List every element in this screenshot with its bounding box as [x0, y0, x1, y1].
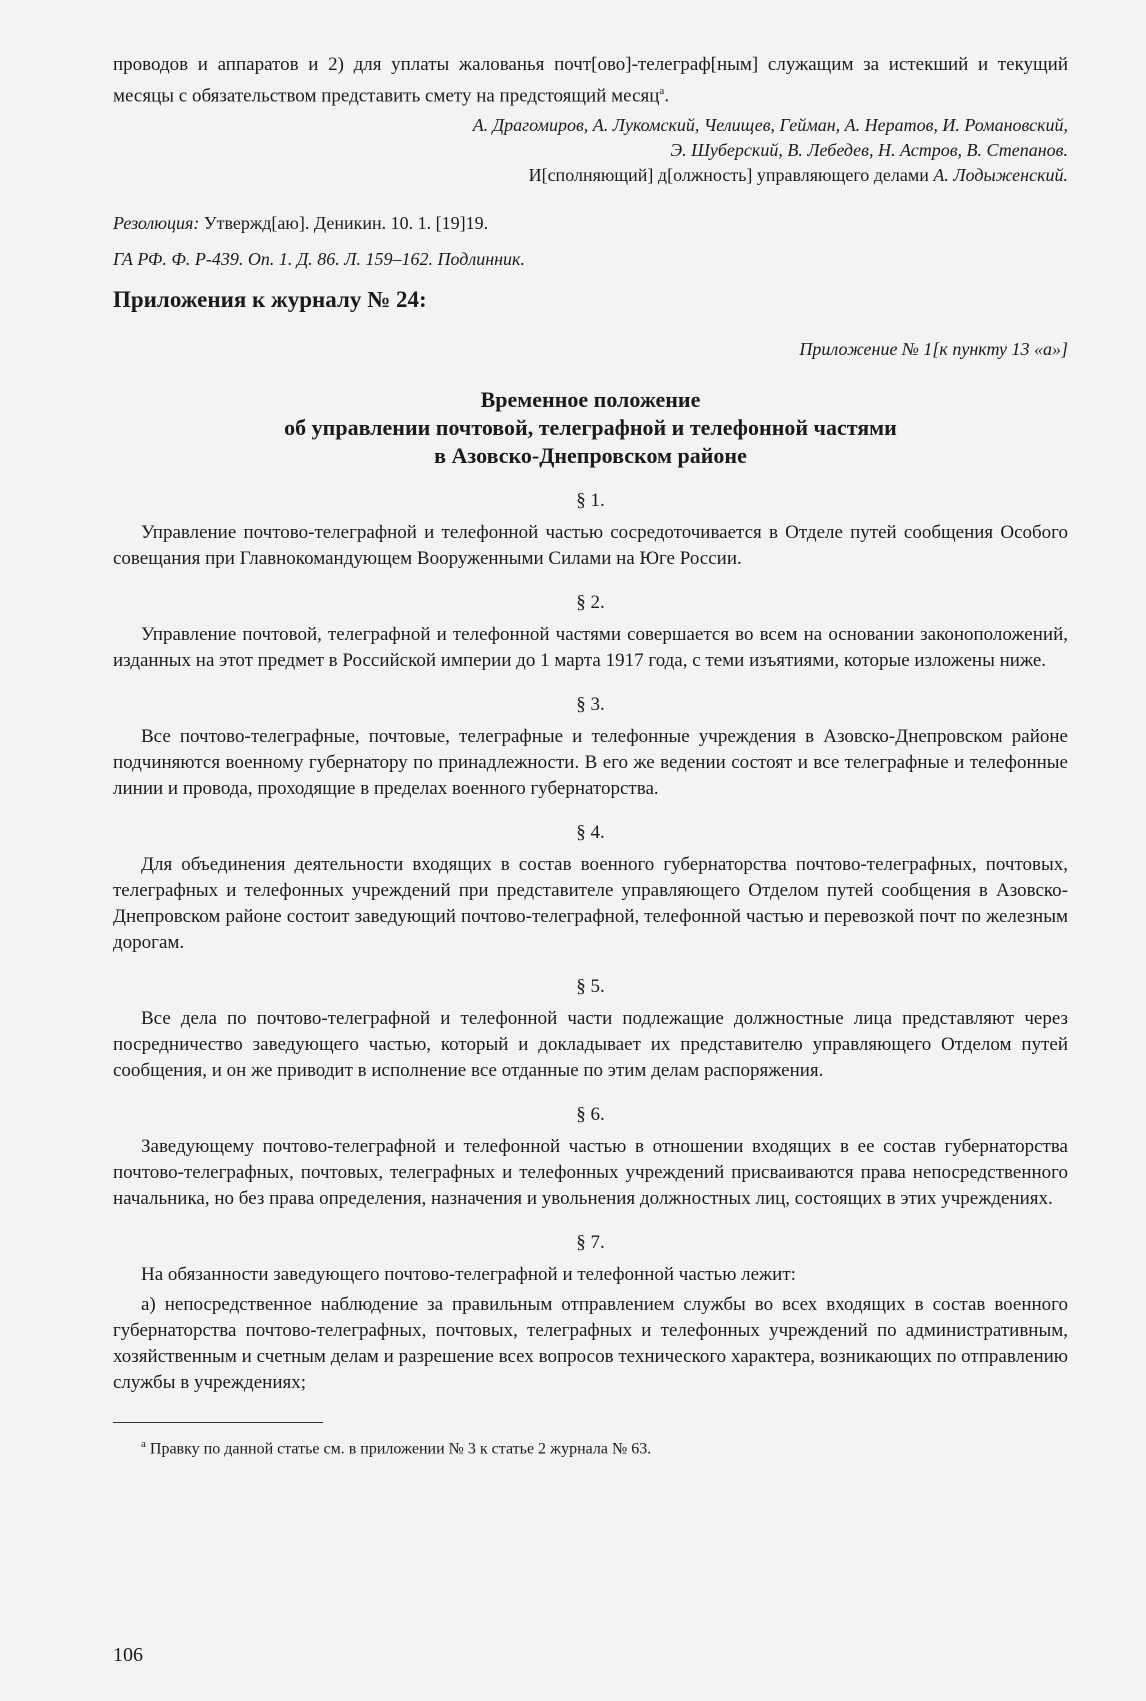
section-text: Заведующему почтово-телеграфной и телефонной частью в отношении входящих в ее состав губернаторства почтово-телеграфных, почтовых, телеграфных и телефонных учреждений присваиваются права непосредственного начальника, но без права определения, назначения и увольнения должностных лиц, состоящих в этих учреждениях.	[113, 1136, 1068, 1210]
archive-reference: ГА РФ. Ф. Р-439. Оп. 1. Д. 86. Л. 159–162. Подлинник.	[113, 249, 525, 270]
section-number: § 5.	[576, 976, 605, 998]
page-content	[113, 52, 1068, 1461]
section-text: На обязанности заведующего почтово-телеграфной и телефонной частью лежит:	[141, 1264, 796, 1286]
section-number: § 1.	[576, 490, 605, 512]
page-number: 106	[113, 1644, 143, 1666]
journal-tail-paragraph: проводов и аппаратов и 2) для уплаты жалованья почт[ово]-телеграф[ным] служащим за истекший и текущий месяцы с обязательством представить смету на предстоящий месяц$^а$.	[113, 54, 1068, 107]
section-number: § 6.	[576, 1104, 605, 1126]
section-number: § 4.	[576, 822, 605, 844]
footnote: $^а$ Правку по данной статье см. в приложении № 3 к статье 2 журнала № 63.	[141, 1438, 652, 1458]
section-number: § 7.	[576, 1232, 605, 1254]
footnote-ref[interactable]: а	[659, 85, 665, 97]
section-text: Управление почтово-телеграфной и телефонной частью сосредоточивается в Отделе путей сообщения Особого совещания при Главнокомандующем Вооруженными Силами на Юге России.	[113, 522, 1068, 570]
section-text: Все почтово-телеграфные, почтовые, телеграфные и телефонные учреждения в Азовско-Днепровском районе подчиняются военному губернатору по принадлежности. В его же ведении состоят и все телеграфные и телефонные линии и провода, проходящие в пределах военного губернаторства.	[113, 726, 1068, 800]
title-line-1: Временное положение	[480, 387, 701, 413]
appendices-heading: Приложения к журналу № 24:	[113, 287, 427, 313]
footnote-divider	[113, 1422, 323, 1423]
signatories-line-2: Э. Шуберский, В. Лебедев, Н. Астров, В. Степанов.	[670, 140, 1068, 161]
list-item-a: а) непосредственное наблюдение за правильным отправлением службы во всех входящих в состав военного губернаторства почтово-телеграфных, почтовых, телеграфных и телефонных учреждений по административным, хозяйственным и счетным делам и разрешение всех вопросов технического характера, возникающих по отправлению службы в учреждениях;	[113, 1294, 1068, 1394]
section-number: § 2.	[576, 592, 605, 614]
title-line-2: об управлении почтовой, телеграфной и телефонной частями	[284, 415, 897, 441]
section-text: Управление почтовой, телеграфной и телефонной частями совершается во всем на основании законоположений, изданных на этот предмет в Российской империи до 1 марта 1917 года, с теми изъятиями, которые изложены ниже.	[113, 624, 1068, 672]
title-line-3: в Азовско-Днепровском районе	[434, 443, 747, 469]
section-text: Для объединения деятельности входящих в состав военного губернаторства почтово-телеграфных, почтовых, телеграфных и телефонных учреждений при представителе управляющего Отделом путей сообщения в Азовско-Днепровском районе состоит заведующий почтово-телеграфной, телефонной частью и перевозкой почт по железным дорогам.	[113, 854, 1068, 954]
signatories-line-3: И[сполняющий] д[олжность] управляющего делами А. Лодыженский.	[528, 165, 1068, 186]
section-text: Все дела по почтово-телеграфной и телефонной части подлежащие должностные лица представляют через посредничество заведующего частью, который и докладывает их представителю управляющего Отделом путей сообщения, и он же приводит в исполнение все отданные по этим делам распоряжения.	[113, 1008, 1068, 1082]
footnote-mark: а	[141, 1438, 146, 1451]
appendix-note: Приложение № 1[к пункту 13 «а»]	[799, 339, 1068, 360]
resolution: Резолюция: Утвержд[аю]. Деникин. 10. 1. [19]19.	[113, 213, 489, 234]
document-title	[113, 386, 1068, 470]
signatories-line-1: А. Драгомиров, А. Лукомский, Челищев, Гейман, А. Нератов, И. Романовский,	[472, 115, 1068, 136]
section-number: § 3.	[576, 694, 605, 716]
